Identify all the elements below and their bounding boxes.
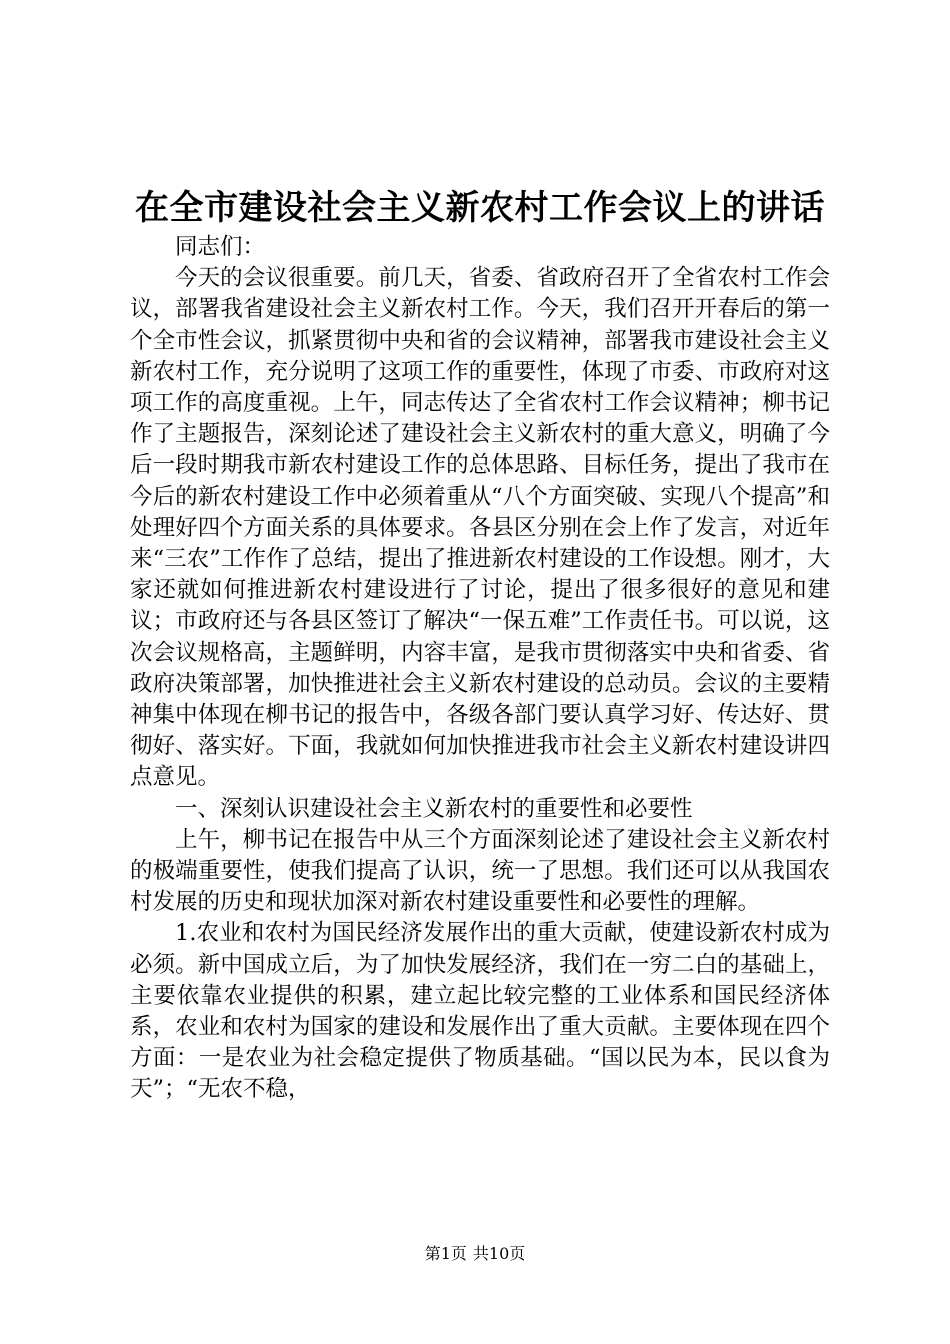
page-footer: [0, 1244, 950, 1264]
page-total: 共10页: [472, 1244, 526, 1263]
document-title: 在全市建设社会主义新农村工作会议上的讲话: [135, 188, 825, 228]
paragraph-section-intro: 上午，柳书记在报告中从三个方面深刻论述了建设社会主义新农村的极端重要性，使我们提高了认识，统一了思想。我们还可以从我国农村发展的历史和现状加深对新农村建设重要性和必要性的理解。: [130, 826, 830, 916]
paragraph-opening: 今天的会议很重要。前几天，省委、省政府召开了全省农村工作会议，部署我省建设社会主义新农村工作。今天，我们召开开春后的第一个全市性会议，抓紧贯彻中央和省的会议精神，部署我市建设社会主义新农村工作，充分说明了这项工作的重要性，体现了市委、市政府对这项工作的高度重视。上午，同志传达了全省农村工作会议精神；柳书记作了主题报告，深刻论述了建设社会主义新农村的重大意义，明确了今后一段时期我市新农村建设工作的总体思路、目标任务，提出了我市在今后的新农村建设工作中必须着重从“八个方面突破、实现八个提高”和处理好四个方面关系的具体要求。各县区分别在会上作了发言，对近年来“三农”工作作了总结，提出了推进新农村建设的工作设想。刚才，大家还就如何推进新农村建设进行了讨论，提出了很多很好的意见和建议；市政府还与各县区签订了解决“一保五难”工作责任书。可以说，这次会议规格高，主题鲜明，内容丰富，是我市贯彻落实中央和省委、省政府决策部署，加快推进社会主义新农村建设的总动员。会议的主要精神集中体现在柳书记的报告中，各级各部门要认真学习好、传达好、贯彻好、落实好。下面，我就如何加快推进我市社会主义新农村建设讲四点意见。: [130, 265, 830, 791]
paragraph-point-1: 1.农业和农村为国民经济发展作出的重大贡献，使建设新农村成为必须。新中国成立后，为了加快发展经济，我们在一穷二白的基础上，主要依靠农业提供的积累，建立起比较完整的工业体系和国民经济体系，农业和农村为国家的建设和发展作出了重大贡献。主要体现在四个方面：一是农业为社会稳定提供了物质基础。“国以民为本，民以食为天”；“无农不稳，: [130, 920, 830, 1103]
document-body: [130, 232, 830, 1106]
section-heading: 一、深刻认识建设社会主义新农村的重要性和必要性: [175, 795, 693, 822]
salutation: 同志们：: [175, 234, 266, 260]
page-number: 第1页: [424, 1244, 467, 1263]
